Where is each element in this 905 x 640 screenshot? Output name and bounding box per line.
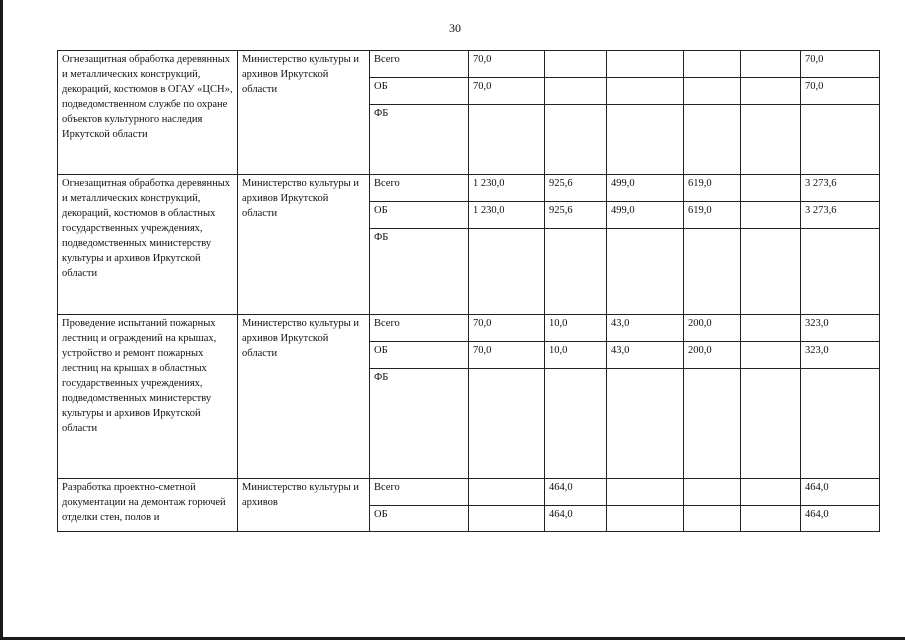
page-left-edge xyxy=(0,0,3,640)
value-cell: 464,0 xyxy=(545,506,607,532)
value-cell: 43,0 xyxy=(607,315,684,342)
value-cell xyxy=(607,51,684,78)
value-cell: 70,0 xyxy=(469,342,545,369)
value-cell xyxy=(684,105,741,175)
budget-table xyxy=(57,50,880,532)
total-cell: 70,0 xyxy=(801,78,880,105)
total-cell: 323,0 xyxy=(801,315,880,342)
source-label-cell: Всего xyxy=(370,315,469,342)
value-cell xyxy=(684,229,741,315)
value-cell xyxy=(741,506,801,532)
value-cell: 1 230,0 xyxy=(469,175,545,202)
value-cell xyxy=(741,202,801,229)
value-cell xyxy=(741,175,801,202)
value-cell xyxy=(741,315,801,342)
value-cell: 70,0 xyxy=(469,51,545,78)
value-cell: 200,0 xyxy=(684,342,741,369)
source-label-cell: ОБ xyxy=(370,342,469,369)
value-cell xyxy=(684,479,741,506)
total-cell: 3 273,6 xyxy=(801,175,880,202)
value-cell xyxy=(545,105,607,175)
value-cell xyxy=(545,51,607,78)
source-label-cell: Всего xyxy=(370,175,469,202)
source-label-cell: ФБ xyxy=(370,105,469,175)
value-cell xyxy=(684,51,741,78)
value-cell xyxy=(741,51,801,78)
source-label-cell: ОБ xyxy=(370,78,469,105)
total-cell: 464,0 xyxy=(801,479,880,506)
total-cell xyxy=(801,105,880,175)
value-cell: 619,0 xyxy=(684,202,741,229)
value-cell xyxy=(684,369,741,479)
value-cell: 619,0 xyxy=(684,175,741,202)
value-cell xyxy=(684,78,741,105)
value-cell: 70,0 xyxy=(469,78,545,105)
executor-cell: Министерство культуры и архивов xyxy=(238,479,370,532)
value-cell: 464,0 xyxy=(545,479,607,506)
source-label-cell: ОБ xyxy=(370,202,469,229)
value-cell: 499,0 xyxy=(607,202,684,229)
measure-name-cell: Проведение испытаний пожарных лестниц и ограждений на крышах, устройство и ремонт пожарных лестниц на крышах в областных государственных учреждениях, подведомственных министерству культуры и архивов Иркутской области xyxy=(58,315,238,479)
value-cell: 43,0 xyxy=(607,342,684,369)
total-cell xyxy=(801,369,880,479)
total-cell: 3 273,6 xyxy=(801,202,880,229)
value-cell xyxy=(469,506,545,532)
value-cell xyxy=(607,78,684,105)
source-label-cell: ФБ xyxy=(370,369,469,479)
value-cell xyxy=(545,369,607,479)
total-cell xyxy=(801,229,880,315)
total-cell: 323,0 xyxy=(801,342,880,369)
value-cell: 10,0 xyxy=(545,315,607,342)
table-row xyxy=(58,479,880,506)
value-cell xyxy=(469,479,545,506)
value-cell xyxy=(607,369,684,479)
value-cell xyxy=(741,105,801,175)
value-cell xyxy=(741,479,801,506)
executor-cell: Министерство культуры и архивов Иркутской области xyxy=(238,175,370,315)
value-cell xyxy=(607,479,684,506)
executor-cell: Министерство культуры и архивов Иркутской области xyxy=(238,315,370,479)
value-cell xyxy=(607,105,684,175)
page-number: 30 xyxy=(449,21,461,35)
value-cell xyxy=(741,342,801,369)
value-cell xyxy=(741,369,801,479)
value-cell xyxy=(607,506,684,532)
measure-name-cell: Разработка проектно-сметной документации на демонтаж горючей отделки стен, полов и xyxy=(58,479,238,532)
value-cell: 1 230,0 xyxy=(469,202,545,229)
value-cell xyxy=(741,78,801,105)
value-cell xyxy=(741,229,801,315)
value-cell xyxy=(469,229,545,315)
table-row xyxy=(58,175,880,202)
total-cell: 70,0 xyxy=(801,51,880,78)
source-label-cell: Всего xyxy=(370,479,469,506)
value-cell: 10,0 xyxy=(545,342,607,369)
source-label-cell: ФБ xyxy=(370,229,469,315)
measure-name-cell: Огнезащитная обработка деревянных и металлических конструкций, декораций, костюмов в ОГАУ «ЦСН», подведомственном службе по охране объектов культурного наследия Иркутской области xyxy=(58,51,238,175)
table-row xyxy=(58,315,880,342)
value-cell xyxy=(545,229,607,315)
table-row xyxy=(58,51,880,78)
value-cell xyxy=(684,506,741,532)
value-cell xyxy=(469,105,545,175)
executor-cell: Министерство культуры и архивов Иркутской области xyxy=(238,51,370,175)
value-cell: 925,6 xyxy=(545,175,607,202)
measure-name-cell: Огнезащитная обработка деревянных и металлических конструкций, декораций, костюмов в областных государственных учреждениях, подведомственных министерству культуры и архивов Иркутской области xyxy=(58,175,238,315)
value-cell: 70,0 xyxy=(469,315,545,342)
value-cell xyxy=(545,78,607,105)
source-label-cell: ОБ xyxy=(370,506,469,532)
source-label-cell: Всего xyxy=(370,51,469,78)
value-cell: 200,0 xyxy=(684,315,741,342)
value-cell: 925,6 xyxy=(545,202,607,229)
total-cell: 464,0 xyxy=(801,506,880,532)
value-cell: 499,0 xyxy=(607,175,684,202)
value-cell xyxy=(607,229,684,315)
value-cell xyxy=(469,369,545,479)
